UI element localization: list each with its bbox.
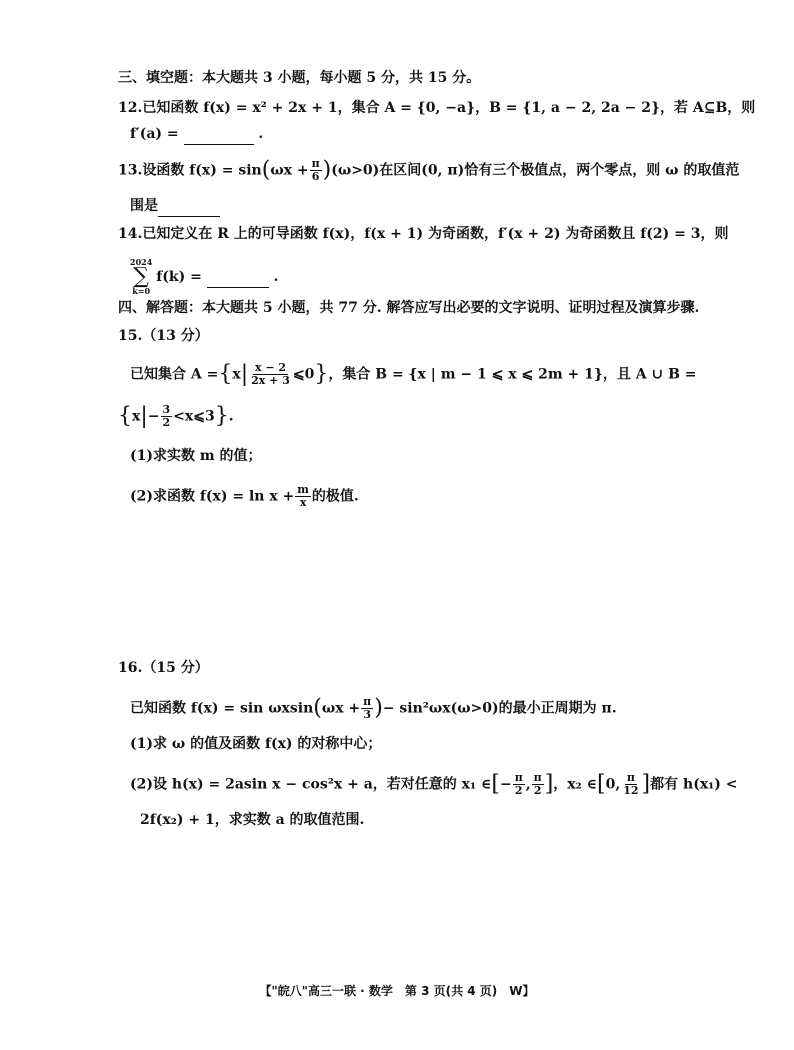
q16-sub2 (130, 772, 738, 797)
q13-line1 (118, 158, 739, 183)
q16-header: 16.（15 分） (118, 660, 209, 676)
q16-interval1-frac1: $\frac{\pi}{2}$ (514, 771, 523, 797)
q14-sum-symbol: 2024 ∑ k=0 (130, 257, 153, 296)
q13-paren-close: ) (322, 157, 332, 183)
q16-paren-open: ( (313, 695, 322, 721)
q14-line1 (118, 224, 728, 244)
q15-line1 (130, 362, 697, 387)
q15-le: ⩽0 (292, 366, 315, 383)
q15-sub2a: (2)求函数 f(x) = ln x + (130, 488, 295, 505)
q16-bracket2-close: ] (641, 771, 651, 797)
q15-set-x: x (232, 366, 241, 383)
q15-line2-end: . (228, 408, 234, 425)
q15-line1b: ，集合 B = {x | m − 1 ⩽ x ⩽ 2m + 1}，且 A ∪ B = (328, 366, 697, 383)
q14-text1: 已知定义在 R 上的可导函数 f(x)，f(x + 1) 为奇函数，f′(x + 2) 为奇函数且 f(2) = 3，则 (142, 226, 729, 242)
section4-heading: 四、解答题：本大题共 5 小题，共 77 分. 解答应写出必要的文字说明、证明过程及演算步骤. (118, 300, 700, 316)
q15-line2-minus: − (147, 408, 160, 425)
q16-line1 (130, 696, 617, 721)
q12-text2-end: . (258, 126, 264, 142)
q16-inner: ωx + (321, 700, 361, 717)
q15-bar2: | (140, 403, 148, 429)
q14-answer-blank (207, 267, 269, 288)
section3-heading: 三、填空题：本大题共 3 小题，每小题 5 分，共 15 分。 (118, 70, 481, 86)
q15-sub2-fraction: $\frac{m}{x}$ (297, 483, 309, 509)
q16-bracket1-open: [ (491, 771, 500, 797)
q16-sub2b: 都有 h(x₁) < (650, 776, 738, 793)
q12-answer-blank (184, 124, 254, 145)
q15-brace2-open: { (118, 403, 132, 429)
q16-interval1-comma: , (525, 776, 531, 793)
q14-number: 14. (118, 226, 143, 242)
q16-line1a: 已知函数 f(x) = sin ωxsin (130, 700, 314, 717)
q14-line2 (130, 258, 278, 296)
q14-text2-end: . (273, 269, 279, 285)
q16-interval1-frac2: $\frac{\pi}{2}$ (533, 771, 542, 797)
q15-line2 (118, 404, 234, 429)
q12-line2 (130, 124, 263, 145)
q16-line1b: − sin²ωx(ω>0)的最小正周期为 π. (382, 700, 617, 717)
q15-sub2b: 的极值. (311, 488, 359, 505)
q16-bracket1-close: ] (544, 771, 554, 797)
q13-text2: 围是 (130, 198, 158, 214)
q16-paren-close: ) (374, 695, 383, 721)
q15-brace-close: } (314, 361, 329, 387)
q13-text1b: (ω>0)在区间(0, π)恰有三个极值点，两个零点，则 ω 的取值范 (331, 162, 740, 179)
q15-line2-x: x (132, 408, 141, 425)
q13-paren-open: ( (261, 157, 271, 183)
q15-brace-open: { (218, 361, 233, 387)
q13-text1a: 设函数 f(x) = sin (142, 162, 262, 179)
q12-text1: 已知函数 f(x) = x² + 2x + 1，集合 A = {0, −a}，B = {1, a − 2, 2a − 2}，若 A⊆B，则 (142, 100, 756, 116)
page-footer: 【"皖八"高三一联 · 数学 第 3 页(共 4 页) W】 (259, 984, 535, 998)
q13-number: 13. (118, 162, 143, 179)
q13-inner: ωx + (270, 162, 309, 179)
q13-answer-blank (158, 196, 220, 217)
q16-sub2-mid: ，x₂ ∈ (553, 776, 598, 793)
q14-text2: f(k) = (156, 269, 202, 285)
q15-fraction: $\frac{x - 2}{2x + 3}$ (251, 361, 290, 387)
q16-interval2-zero: 0, (605, 776, 621, 793)
q15-header: 15.（13 分） (118, 328, 209, 344)
q15-brace2-close: } (214, 403, 229, 429)
q15-sub2 (130, 484, 359, 509)
q12-text2: f′(a) = (130, 126, 179, 142)
q15-sub1: (1)求实数 m 的值； (130, 448, 262, 464)
q16-sub2-line2: 2f(x₂) + 1，求实数 a 的取值范围. (140, 812, 365, 828)
q16-interval2-frac: $\frac{\pi}{12}$ (623, 771, 639, 797)
q15-line1a: 已知集合 A = (130, 366, 219, 383)
q12-line1 (118, 98, 755, 118)
q16-bracket2-open: [ (597, 771, 606, 797)
q15-line2-rest: <x⩽3 (173, 408, 215, 425)
q13-line2 (130, 196, 220, 217)
q16-interval1-minus: − (499, 776, 512, 793)
q15-bar: | (240, 361, 249, 387)
q16-sub1: (1)求 ω 的值及函数 f(x) 的对称中心； (130, 736, 382, 752)
q12-number: 12. (118, 100, 143, 116)
q16-sub2a: (2)设 h(x) = 2asin x − cos²x + a，若对任意的 x₁ ∈ (130, 776, 492, 793)
q15-line2-fraction: $\frac{3}{2}$ (162, 403, 171, 429)
q16-fraction: $\frac{\pi}{3}$ (363, 695, 372, 721)
q13-fraction: $\frac{\pi}{6}$ (311, 157, 320, 183)
